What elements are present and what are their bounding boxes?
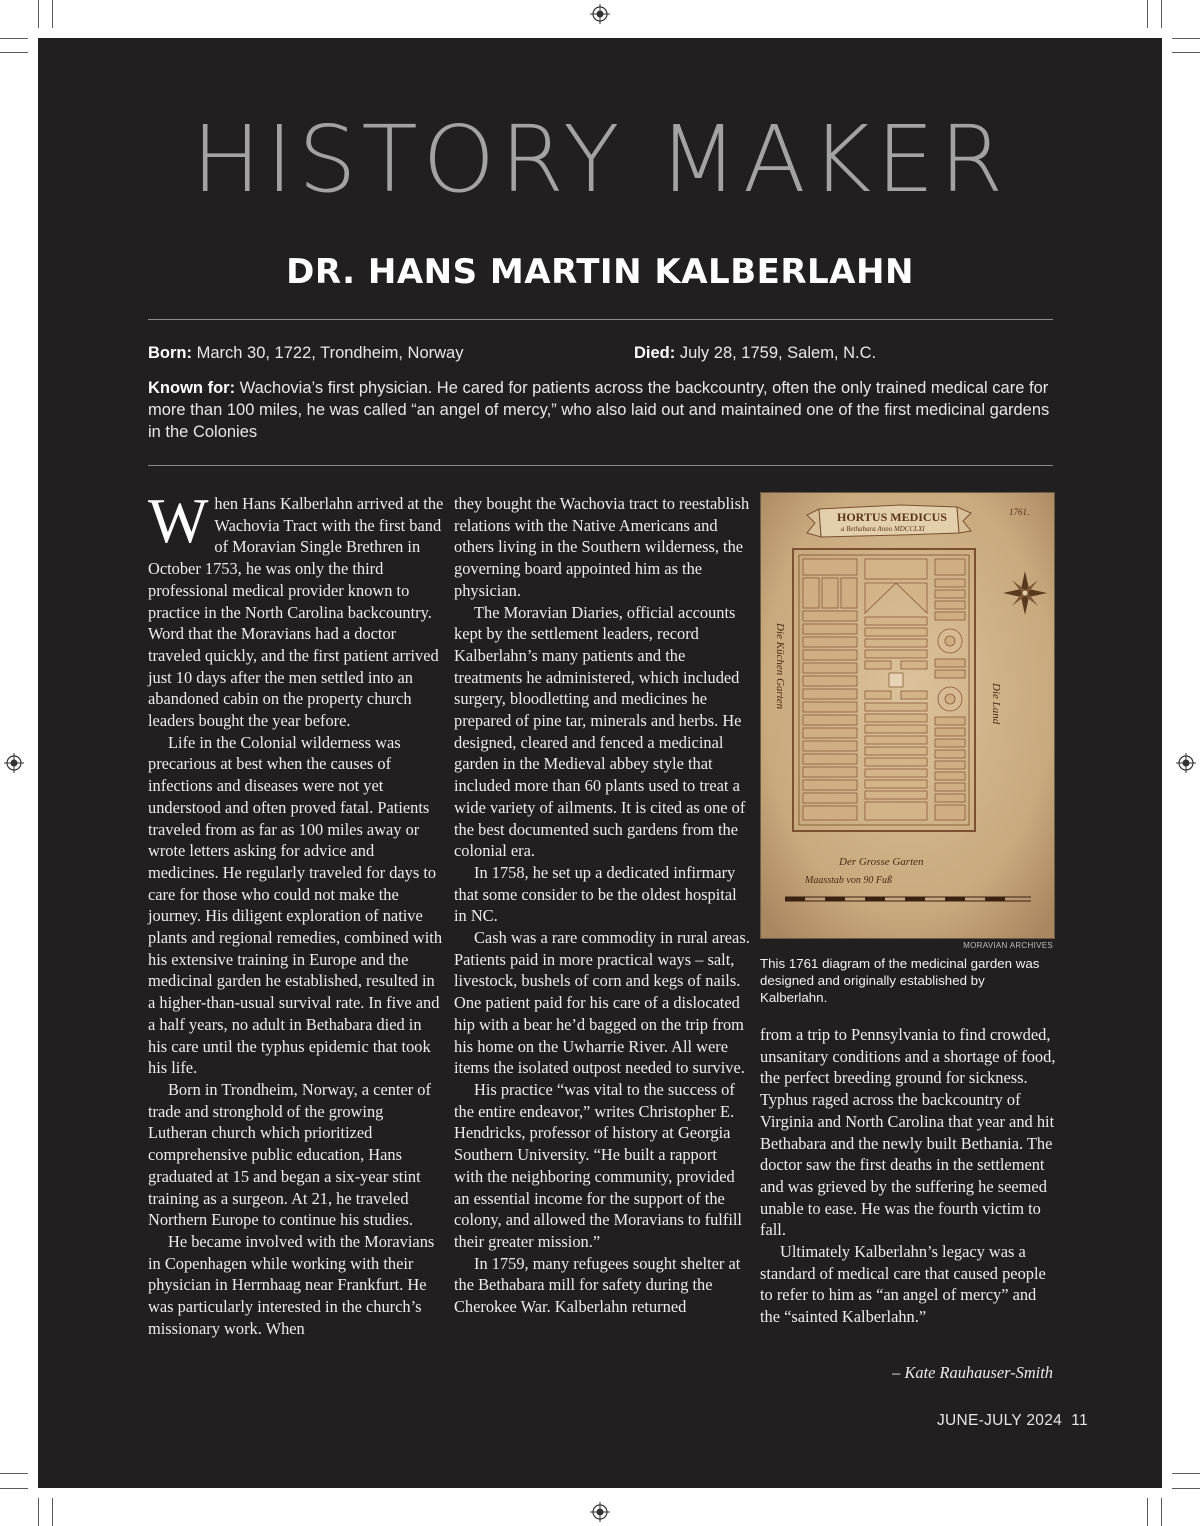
map-title: HORTUS MEDICUS [837, 510, 947, 524]
article-column-3 [760, 1024, 1056, 1328]
registration-mark-icon [590, 4, 610, 24]
divider [148, 319, 1053, 320]
article-paragraph: they bought the Wachovia tract to reestablish relations with the Native Americans and others living in the Southern wilderness, the governing board appointed him as the physician. [454, 494, 750, 600]
article-paragraph: He became involved with the Moravians in Copenhagen while working with their physician in Herrnhaag near Frankfurt. He was particularly interested in the church’s missionary work. When [148, 1231, 435, 1338]
born-label: Born: [148, 344, 192, 362]
map-subtitle: a Bethabara Anno MDCCLXI [841, 525, 925, 533]
article-column-1 [148, 485, 444, 1339]
section-title: HISTORY MAKER [191, 106, 1009, 213]
map-bottom-label: Der Grosse Garten [839, 856, 924, 868]
page-footer [818, 1412, 1088, 1430]
died-fact [634, 342, 876, 364]
page-number: 11 [1071, 1412, 1088, 1429]
known-for-value: Wachovia’s first physician. He cared for patients across the backcountry, often the only trained medical care for more than 100 miles, he was called “an angel of mercy,” who also laid out and maintained one of the first medicinal gardens in the Colonies [148, 379, 1050, 441]
article-paragraph: from a trip to Pennsylvania to find crowded, unsanitary conditions and a shortage of food, the perfect breeding ground for sickness. Typhus raged across the backcountry of Virginia and North Carolina that year and hit Bethabara and the newly built Bethania. The doctor saw the first deaths in the settlement and was grieved by the suffering he seemed unable to ease. He was the fourth victim to fall. [760, 1025, 1056, 1240]
article-paragraph: Ultimately Kalberlahn’s legacy was a standard of medical care that caused people to refer to him as “an angel of mercy” and the “sainted Kalberlahn.” [760, 1242, 1046, 1327]
registration-mark-icon [1176, 753, 1196, 773]
article-paragraph: In 1758, he set up a dedicated infirmary that some consider to be the oldest hospital in NC. [454, 862, 737, 926]
photo-credit: MORAVIAN ARCHIVES [963, 941, 1053, 950]
map-left-label: Die Küchen Garten [774, 623, 786, 710]
drop-cap: W [148, 485, 209, 556]
born-value: March 30, 1722, Trondheim, Norway [196, 344, 464, 362]
registration-mark-icon [590, 1502, 610, 1522]
garden-diagram-image [760, 492, 1055, 939]
known-for-label: Known for: [148, 379, 236, 397]
map-year: 1761. [1009, 507, 1030, 517]
born-fact [148, 342, 463, 364]
issue-date: JUNE-JULY 2024 [936, 1412, 1063, 1429]
article-paragraph: When Hans Kalberlahn arrived at the Wachovia Tract with the first band of Moravian Single Brethren in October 1753, he was only the third professional medical provider known to practice in the North Carolina backcountry. Word that the Moravians had a doctor traveled quickly, and the first patient arrived just 10 days after the men settled into an abandoned cabin on the property church leaders bought the year before. [148, 485, 444, 731]
divider [148, 465, 1053, 466]
known-for-fact [148, 377, 1053, 443]
person-name: DR. HANS MARTIN KALBERLAHN [286, 252, 914, 292]
article-paragraph: Born in Trondheim, Norway, a center of trade and stronghold of the growing Lutheran church which prioritized comprehensive public education, Hans graduated at 15 and began a six-year stint training as a surgeon. At 21, he traveled Northern Europe to continue his studies. [148, 1079, 431, 1230]
figure-caption: This 1761 diagram of the medicinal garden was designed and originally established by Kalberlahn. [760, 956, 1040, 1005]
article-paragraph: Cash was a rare commodity in rural areas. Patients paid in more practical ways – salt, livestock, bushels of corn and kegs of nails. One patient paid for his care of a dislocated hip with a bear he’d bagged on the trip from his home on the Uwharrie River. All were items the isolated outpost needed to survive. [454, 928, 750, 1078]
registration-mark-icon [4, 753, 24, 773]
magazine-page [38, 38, 1162, 1488]
article-paragraph: The Moravian Diaries, official accounts kept by the settlement leaders, record Kalberlahn’s many patients and the treatments he administered, which included surgery, bloodletting and medicines he prepared of pine tar, minerals and herbs. He designed, cleared and fenced a medicinal garden in the Medieval abbey style that included more than 60 plants used to treat a wide variety of ailments. It is cited as one of the best documented such gardens from the colonial era. [454, 602, 746, 861]
died-label: Died: [634, 344, 676, 362]
article-column-2 [454, 493, 750, 1318]
garden-plan-illustration [761, 493, 1054, 938]
article-paragraph: Life in the Colonial wilderness was precarious at best when the causes of infections and diseases were not yet understood and often proved fatal. Patients traveled from as far as 100 miles away or wrote letters asking for advice and medicines. He regularly traveled for days to care for those who could not make the journey. His diligent exploration of native plants and regional remedies, combined with his extensive training in Europe and the medicinal garden he established, resulted in a higher-than-usual survival rate. In five and a half years, no adult in Bethabara died in his care until the typhus epidemic that took his life. [148, 732, 443, 1078]
map-scale-label: Maasstab von 90 Fuß [805, 875, 892, 886]
author-byline: – Kate Rauhauser-Smith [892, 1363, 1053, 1382]
article-paragraph: His practice “was vital to the success of the entire endeavor,” writes Christopher E. Hendricks, professor of history at Georgia Southern University. “He built a rapport with the neighboring community, provided an essential income for the support of the colony, and allowed the Moravians to fulfill their greater mission.” [454, 1079, 742, 1251]
article-paragraph: In 1759, many refugees sought shelter at the Bethabara mill for safety during the Cherokee War. Kalberlahn returned [454, 1253, 741, 1317]
died-value: July 28, 1759, Salem, N.C. [679, 344, 877, 362]
map-right-label: Die Land [990, 683, 1002, 725]
